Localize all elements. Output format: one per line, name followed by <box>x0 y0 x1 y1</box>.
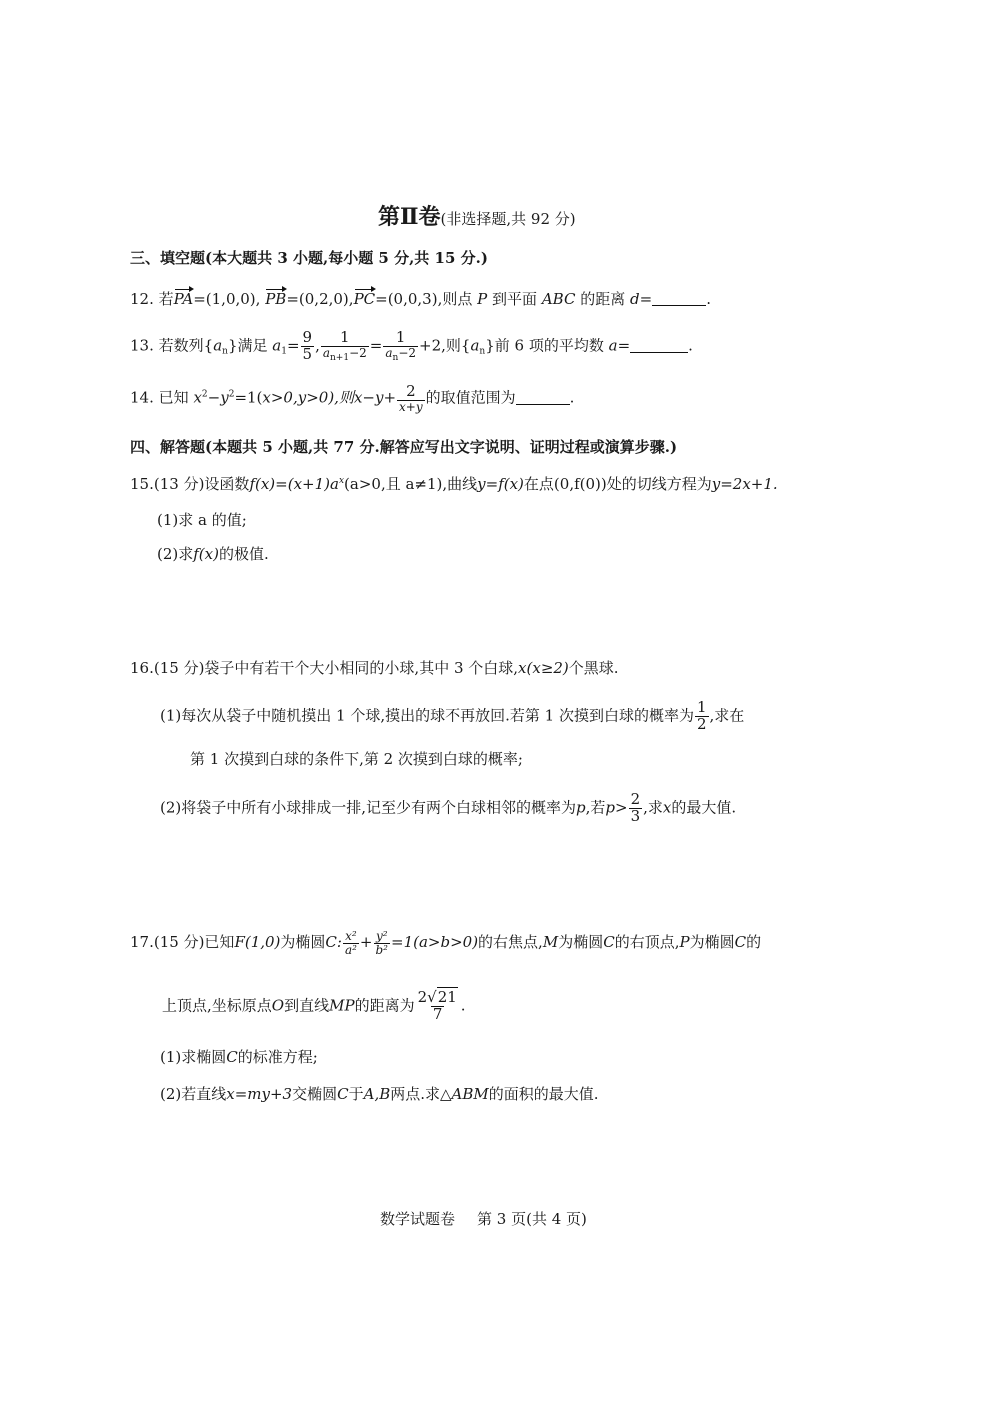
q17-expr: x=my+3 <box>226 1085 293 1103</box>
q16-text: ,求 <box>643 798 663 817</box>
q12-var: d <box>630 290 640 308</box>
q13-sub: n <box>479 346 486 357</box>
q17-text: 的标准方程; <box>237 1048 318 1066</box>
q14-var: y <box>220 388 229 407</box>
q17-var: A,B <box>363 1085 391 1103</box>
q17-text: 上顶点,坐标原点 <box>162 996 272 1015</box>
q13-text: = <box>369 336 383 355</box>
frac-num: 1 <box>340 328 350 346</box>
q17-var: P <box>679 933 690 952</box>
q17-var: ABM <box>451 1085 489 1103</box>
q13-sub: 1 <box>281 346 287 357</box>
q16-text: 的最大值. <box>671 798 737 817</box>
q12-text: . <box>706 290 711 308</box>
q13-text: }前 6 项的平均数 <box>485 336 604 355</box>
q17-text: 两点.求△ <box>390 1085 452 1103</box>
q14-text: =1( <box>234 388 263 407</box>
frac-den: a² <box>344 942 357 957</box>
fraction-2-3 <box>629 792 643 825</box>
q17-text: 的面积的最大值. <box>488 1085 599 1103</box>
q16-var: p <box>576 798 586 817</box>
q12-text: =(1,0,0), <box>193 290 261 308</box>
sqrt-icon: √ <box>427 988 437 1006</box>
q17-text: 的距离为 <box>354 996 415 1015</box>
frac-num: 1 <box>395 328 406 346</box>
q17-var: O <box>271 996 285 1015</box>
q17-score: (15 分) <box>153 933 205 952</box>
q16-part-2 <box>160 792 736 825</box>
q17-text: + <box>359 933 373 952</box>
q13-number: 13. <box>130 336 154 355</box>
q16-text: ,求在 <box>709 706 745 725</box>
q13-text: . <box>688 336 693 355</box>
q16-text: 个黑球. <box>568 659 619 677</box>
q13-var: a <box>470 336 480 355</box>
q17-var: C <box>337 1085 349 1103</box>
section4-header: 四、解答题(本题共 5 小题,共 77 分.解答应写出文字说明、证明过程或演算步骤.) <box>130 438 678 456</box>
q17-var: MP <box>329 996 355 1015</box>
q13-text: 若数列{ <box>158 336 214 355</box>
q17-var: C <box>603 933 615 952</box>
q13-text: , <box>315 336 320 355</box>
q13-sub: n+1 <box>330 352 350 363</box>
q13-text: −2 <box>398 345 417 360</box>
q13-var: a <box>213 336 223 355</box>
question-14 <box>130 384 574 413</box>
question-12 <box>130 292 711 307</box>
frac-coef: 2 <box>417 988 428 1006</box>
q17-expr: F(1,0) <box>234 933 281 952</box>
q17-var: C <box>734 933 747 952</box>
q17-part-2 <box>160 1087 599 1102</box>
q15-var: f(x) <box>249 475 276 493</box>
frac-den: b² <box>375 942 388 957</box>
fraction-9-5 <box>301 330 315 363</box>
q17-text: 为椭圆 <box>558 933 604 952</box>
q14-text: 的取值范围为 <box>425 388 516 407</box>
q14-sup: 2 <box>228 389 235 400</box>
q13-var: a <box>272 336 282 355</box>
fraction-recip-an <box>383 330 418 363</box>
q17-text: 为椭圆 <box>280 933 326 952</box>
q12-text: =(0,2,0), <box>286 290 354 308</box>
q17-text: 交椭圆 <box>292 1085 338 1103</box>
q15-expr: =(x+1)a <box>275 475 339 493</box>
part-title-main: 第Ⅱ卷 <box>378 204 441 230</box>
q13-text: }满足 <box>227 336 268 355</box>
q17-text: 到直线 <box>284 996 330 1015</box>
q17-text: 的右顶点, <box>614 933 680 952</box>
answer-blank-14 <box>516 404 570 405</box>
part-title-sub: (非选择题,共 92 分) <box>440 210 576 228</box>
q14-number: 14. <box>130 388 154 407</box>
q13-text: = <box>617 336 631 355</box>
q16-var: x <box>662 798 672 817</box>
q17-line-2 <box>162 990 466 1023</box>
fraction-x2-a2 <box>343 930 359 956</box>
q16-text: (2)将袋子中所有小球排成一排,记至少有两个白球相邻的概率为 <box>160 798 577 817</box>
q17-var: C <box>226 1048 238 1066</box>
q14-sup: 2 <box>201 389 208 400</box>
part-title <box>378 206 576 228</box>
q13-text: −2 <box>349 345 367 360</box>
frac-num: 2 <box>630 790 641 808</box>
section3-header: 三、填空题(本大题共 3 小题,每小题 5 分,共 15 分.) <box>130 249 488 267</box>
frac-den: 2 <box>696 714 707 733</box>
q15-part-2 <box>157 547 269 562</box>
q14-expr: x−y+ <box>353 388 397 407</box>
q15-text: 在点(0,f(0))处的切线方程为 <box>523 475 712 493</box>
q15-score: (13 分) <box>153 475 205 493</box>
q16-part-1-cont: 第 1 次摸到白球的条件下,第 2 次摸到白球的概率; <box>190 750 523 768</box>
q12-number: 12. <box>130 290 154 308</box>
fraction-recip-an1 <box>321 330 369 363</box>
q14-var: x <box>193 388 202 407</box>
q16-text: ,若 <box>585 798 606 817</box>
q17-var: C: <box>325 933 342 952</box>
q14-text: 已知 <box>158 388 189 407</box>
q15-text: 设函数 <box>204 475 250 493</box>
q15-var: f(x) <box>193 545 219 563</box>
q15-expr: y=f(x) <box>477 475 524 493</box>
frac-num: 9 <box>302 328 313 347</box>
q17-expr: =1(a>b>0) <box>391 933 479 952</box>
fraction-2-xy <box>397 384 425 413</box>
frac-num: 1 <box>696 698 707 716</box>
q17-text: 的 <box>746 933 762 952</box>
q12-text: 若 <box>158 290 174 308</box>
q12-text: 到平面 <box>492 290 538 308</box>
page-footer <box>380 1212 587 1227</box>
q17-number: 17. <box>130 933 154 952</box>
frac-den: x+y <box>399 399 423 414</box>
q12-var: ABC <box>541 290 576 308</box>
q16-expr: x(x≥2) <box>518 659 569 677</box>
q13-var: a <box>385 345 393 360</box>
vector-pb: PB <box>265 290 287 308</box>
frac-den <box>321 346 369 363</box>
q14-text: − <box>207 388 221 407</box>
q17-text: (2)若直线 <box>160 1085 227 1103</box>
q17-text: (1)求椭圆 <box>160 1048 227 1066</box>
vector-pa: PA <box>173 290 194 308</box>
q17-part-1 <box>160 1050 318 1065</box>
question-15 <box>130 477 778 492</box>
frac-den: 5 <box>302 345 313 364</box>
frac-num: y² <box>375 929 388 943</box>
frac-den: 3 <box>630 806 641 825</box>
sqrt-radicand: 21 <box>437 988 457 1006</box>
q13-var: a <box>608 336 618 355</box>
q12-text: =(0,0,3),则点 <box>375 290 473 308</box>
q15-text: (a>0,且 a≠1),曲线 <box>344 475 478 493</box>
question-16 <box>130 661 619 676</box>
q15-number: 15. <box>130 475 154 493</box>
q13-sub: n <box>392 352 399 363</box>
frac-num: x² <box>345 929 357 943</box>
q14-cond: x>0,y>0),则 <box>262 388 354 407</box>
q17-text: . <box>460 996 466 1015</box>
q12-text: = <box>639 290 653 308</box>
q15-expr: y=2x+1. <box>711 475 778 493</box>
q12-var: P <box>477 290 488 308</box>
q17-text: 已知 <box>204 933 235 952</box>
q16-text: 袋子中有若干个大小相同的小球,其中 3 个白球, <box>204 659 519 677</box>
fraction-1-2 <box>695 700 709 733</box>
q16-part-1 <box>160 700 744 733</box>
q17-var: M <box>542 933 559 952</box>
footer-title: 数学试题卷 <box>380 1210 456 1228</box>
q13-sub: n <box>222 346 228 357</box>
frac-den: 7 <box>432 1004 443 1023</box>
q16-score: (15 分) <box>153 659 205 677</box>
frac-den <box>383 346 418 363</box>
frac-num <box>416 990 460 1006</box>
q13-text: +2,则{ <box>419 336 471 355</box>
q15-text: 的极值. <box>218 545 269 563</box>
answer-blank-12 <box>652 305 706 306</box>
q15-text: (2)求 <box>157 545 194 563</box>
q17-text: 于 <box>348 1085 364 1103</box>
vector-pc: PC <box>353 290 376 308</box>
frac-num: 2 <box>406 382 416 400</box>
q15-part-1: (1)求 a 的值; <box>157 511 247 529</box>
q17-text: 为椭圆 <box>689 933 735 952</box>
q15-sup: x <box>338 476 345 486</box>
q17-text: 的右焦点, <box>478 933 543 952</box>
fraction-y2-b2 <box>374 930 391 956</box>
q13-text: = <box>286 336 300 355</box>
q16-number: 16. <box>130 659 154 677</box>
question-17 <box>130 930 761 956</box>
fraction-distance <box>416 990 460 1023</box>
answer-blank-13 <box>630 352 688 353</box>
q16-expr: p> <box>605 798 628 817</box>
q12-text: 的距离 <box>580 290 626 308</box>
q13-var: a <box>322 345 331 360</box>
footer-page: 第 3 页(共 4 页) <box>477 1210 587 1228</box>
q14-text: . <box>569 388 575 407</box>
q16-text: (1)每次从袋子中随机摸出 1 个球,摸出的球不再放回.若第 1 次摸到白球的概率为 <box>160 706 694 725</box>
question-13 <box>130 330 693 363</box>
